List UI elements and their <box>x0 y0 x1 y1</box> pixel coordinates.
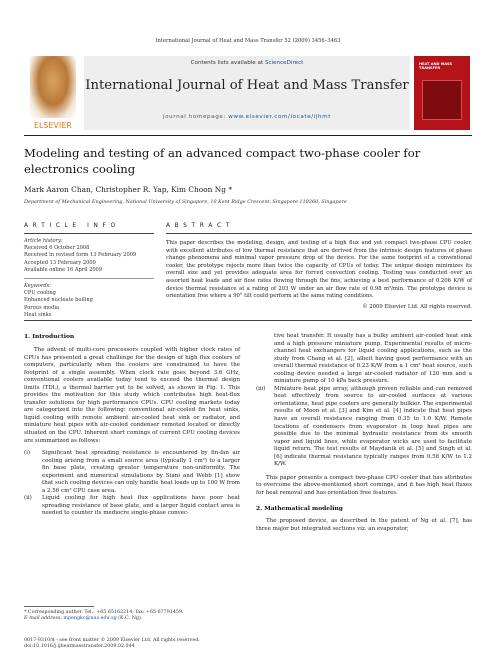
history-item: Accepted 13 February 2009 <box>24 259 96 266</box>
list-item <box>256 386 472 469</box>
contents-prefix: Contents lists available at <box>190 60 265 66</box>
article-info-heading: A R T I C L E I N F O <box>24 223 117 229</box>
front-matter <box>24 638 324 651</box>
divider <box>166 233 472 234</box>
contents-line <box>84 60 410 66</box>
abstract <box>166 223 472 311</box>
email-line <box>24 616 240 622</box>
author-affiliation: Department of Mechanical Engineering, National University of Singapore, 10 Kent Ridge Crescent, Singapore 119260, Singapore <box>24 199 347 205</box>
journal-cover-thumbnail[interactable] <box>414 56 470 130</box>
sciencedirect-link[interactable]: ScienceDirect <box>264 60 304 66</box>
body-left-column <box>24 333 240 518</box>
list-number: (ii) <box>24 495 32 502</box>
homepage-link[interactable]: www.elsevier.com/locate/ijhmt <box>228 114 332 120</box>
running-head: International Journal of Heat and Mass Transfer 52 (2009) 3456–3463 <box>155 38 341 44</box>
issn-line: 0017-9310/$ - see front matter © 2009 Elsevier Ltd. All rights reserved. <box>24 638 200 643</box>
list-number: (i) <box>24 450 31 457</box>
history-item: Received 6 October 2008 <box>24 245 90 252</box>
journal-title[interactable]: International Journal of Heat and Mass Transfer <box>85 78 409 93</box>
paragraph: The advent of multi-core processors coupled with higher clock rates of CPUs has presented a great challenge for the design of high flux coolers of computers, particularly when the coolers are constrained to have the footprint of a single assembly. When clock rate goes beyond 3.6 GHz, conventional coolers available today tend to exceed the thermal design limits (TDL), a thermal barrier yet to be solved, as shown in Fig. 1. This provides the motivation for this study which contributes high heat-flux transfer solutions for high performance CPUs. CPU cooling markets today are categorized into the following: conventional air-cooled fin heat sinks, liquid cooling with remote ambient air-cooled heat sink or radiator, and miniature heat pipes with air-cooled condenser remoted located or directly situated on the CPU. Inherent short comings of current CPU cooling devices are summarized as follows: <box>24 347 240 444</box>
email-link[interactable]: mpengkc@nus.edu.sg <box>63 616 117 622</box>
list-item <box>24 495 240 518</box>
article-authors: Mark Aaron Chan, Christopher R. Yap, Kim Choon Ng * <box>24 185 233 194</box>
article-title: Modeling and testing of an advanced compact two-phase cooler for electronics cooling <box>24 146 421 176</box>
list-number: (iii) <box>256 385 266 392</box>
corresponding-author-note: * Corresponding author. Tel.: +65 65162214; fax: +65 67791459. <box>24 610 184 615</box>
keyword: Porous media <box>24 304 60 311</box>
history-item: Available online 16 April 2009 <box>24 266 103 273</box>
section-heading-introduction: 1. Introduction <box>24 333 75 340</box>
email-suffix: (K.C. Ng). <box>116 616 143 622</box>
journal-homepage <box>84 114 410 120</box>
homepage-prefix: journal homepage: <box>162 114 229 120</box>
paragraph: This paper presents a compact two-phase CPU cooler that has attributes to overcome the above-mentioned short comings, and it has high heat fluxes for heat removal and has orientation free features. <box>256 474 472 496</box>
cover-artwork <box>422 80 462 120</box>
elsevier-logo[interactable] <box>26 56 80 130</box>
keyword: Enhanced nucleate boiling <box>24 297 93 304</box>
footnote-block <box>24 606 240 623</box>
publisher-name: ELSEVIER <box>33 121 73 130</box>
section-divider <box>24 320 472 321</box>
list-item <box>24 450 240 495</box>
keyword: Heat sinks <box>24 311 52 318</box>
footnote-rule <box>24 606 94 607</box>
paragraph: The proposed device, as described in the patent of Ng et al. [7], has three major but integrated sections viz. an evaporator, <box>256 518 472 533</box>
keywords-label: Keywords: <box>24 283 52 290</box>
history-label: Article history: <box>24 238 63 244</box>
paragraph: tive heat transfer. It usually has a bulky ambient air-cooled heat sink and a high pressure miniature pump. Experimental results of micro-channel heat exchangers for liquid cooling applications, such as the study from Chang et al. [2], albeit having good performance with an overall thermal resistance of 0.23 K/W from a 1 cm² heat source, such cooling device needed a large air-cooled radiator of 120 mm and a miniature pump of 10 kPa back pressure. <box>274 333 472 385</box>
history-item: Received in revised form 13 February 2009 <box>24 252 137 259</box>
banner-center <box>84 56 410 130</box>
article-info <box>24 223 154 319</box>
cover-title: HEAT AND MASS TRANSFER <box>419 62 453 71</box>
elsevier-tree-icon <box>30 56 76 118</box>
list-text: Miniature heat pipe array, although proven reliable and can removed heat effectively from source to air-cooled surfaces at various orientations, heat pipe coolers are generally bulkier. The experimental results of Moon et al. [3] and Kim et al. [4] indicate that heat pipes have an overall resistance ranging from 0.35 to 1.0 K/W. Remote locations of condensers from evaporator in loop heat pipes are possible due to the minimal hydraulic resistance from its smooth vapor and liquid lines, while evaporator wicks are used to facilitate liquid return. The test results of Maydanik et al. [5] and Singh et al. [6] indicate thermal resistance typically ranges from 0.58 K/W to 1.2 K/W. <box>274 385 472 468</box>
email-prefix: E-mail address: <box>24 616 64 622</box>
divider <box>24 233 154 234</box>
list-text: Liquid cooling for high heat flux applications have poor heat spreading resistance of base plate, and a larger liquid contact area is needed to counter its mediocre single-phase convec- <box>42 495 240 517</box>
body-right-column <box>256 333 472 534</box>
keyword: CPU cooling <box>24 290 56 297</box>
section-heading-modeling: 2. Mathematical modeling <box>256 505 343 513</box>
abstract-heading: A B S T R A C T <box>166 223 231 229</box>
divider <box>24 278 154 279</box>
copyright: © 2009 Elsevier Ltd. All rights reserved. <box>362 303 472 310</box>
abstract-text: This paper describes the modeling, design, and testing of a high flux and yet compact two-phase CPU cooler, with excellent attributes of low thermal resistance that are derived from the intrinsic design features of phase change phenomena and minimal vapor pressure drop of the device. For the same footprint of a conventional cooler, the prototype rejects more than twice the capacity of CPUs of today. The unique design minimizes its overall size and yet provides adequate area for forced convection cooling. Testing was conducted over an assorted heat loads and air flow rates flowing through the fins, achieving a best performance of 0.206 K/W of device thermal resistance at a rating of 203 W under an air flow rate of 0.98 m³/min. The prototype device is orientation free where a 90° tilt could perform at the same rating conditions. <box>166 240 472 300</box>
doi-line[interactable]: doi:10.1016/j.ijheatmasstransfer.2009.02.044 <box>24 644 135 650</box>
list-text: Significant heat spreading resistance is encountered by fin-fan air cooling arising from a small source area (typically 1 cm²) to a larger fin base plate, creating greater temperature non-uniformity. The experiment and numerical simulations by Siani and Webb [1] show that such cooling devices can only handle heat loads up to 100 W from a 2.56 cm² CPU case area. <box>42 450 240 494</box>
